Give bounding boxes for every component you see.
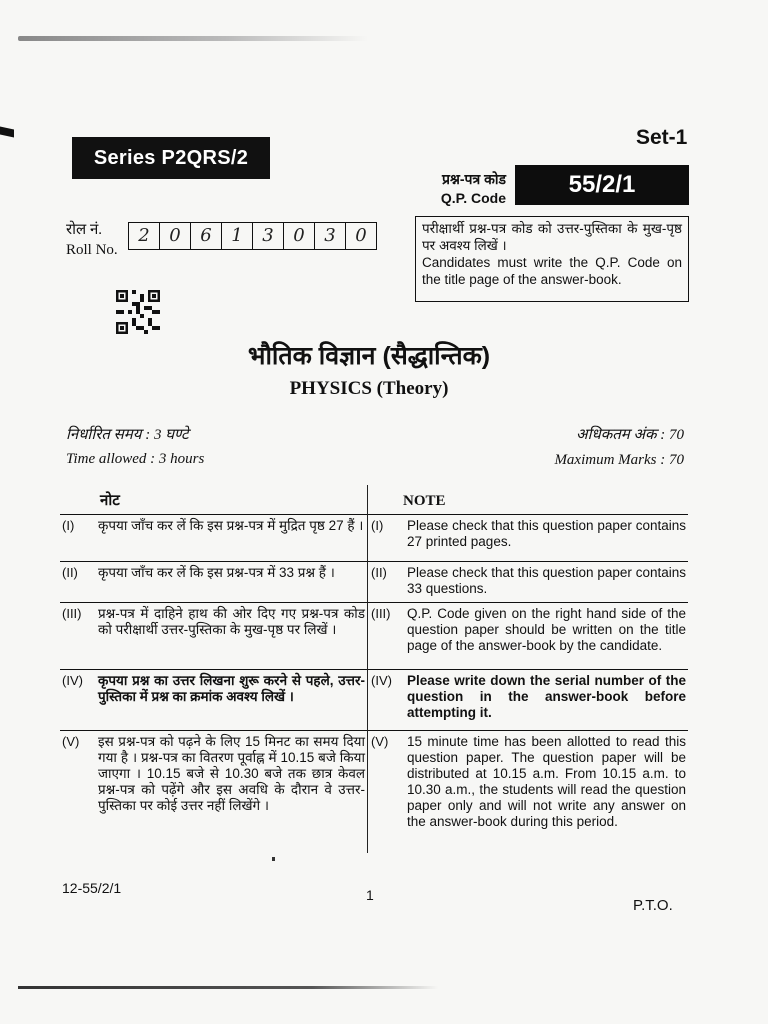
qp-code-label bbox=[422, 170, 506, 208]
roll-digit: 3 bbox=[253, 223, 284, 249]
note-number: (II) bbox=[62, 565, 78, 580]
note-text-hi: प्रश्न-पत्र में दाहिने हाथ की ओर दिए गए प्रश्न-पत्र कोड को परीक्षार्थी उत्तर-पुस्तिका के मुख-पृष्ठ पर लिखें । bbox=[98, 606, 365, 637]
roll-label-hi: रोल नं. bbox=[66, 222, 103, 238]
scan-edge-top bbox=[18, 36, 368, 41]
note-number: (IV) bbox=[371, 673, 392, 688]
time-allowed-hi: निर्धारित समय : 3 घण्टे bbox=[66, 427, 189, 443]
time-allowed: Time allowed : 3 hours bbox=[66, 451, 205, 467]
roll-label-en: Roll No. bbox=[66, 242, 118, 258]
note-text-en: Q.P. Code given on the right hand side of the question paper should be written on the title page of the answer-book by the candidate. bbox=[407, 606, 686, 653]
page-title-hindi: भौतिक विज्ञान (सैद्धान्तिक) bbox=[247, 342, 491, 370]
note-row bbox=[60, 562, 688, 603]
roll-label bbox=[66, 220, 118, 260]
note-number: (V) bbox=[371, 734, 389, 749]
note-number: (V) bbox=[62, 734, 80, 749]
note-text-en: 15 minute time has been allotted to read this question paper. The question paper will be distributed at 10.15 a.m. From 10.15 a.m. to 10.30 a.m., the students will read the question paper only and will not write any answer on the answer-book during this period. bbox=[407, 734, 686, 829]
qp-code-label-en: Q.P. Code bbox=[440, 190, 506, 206]
notes-header bbox=[60, 488, 688, 514]
note-text-en: Please check that this question paper contains 33 questions. bbox=[407, 565, 686, 596]
notes-table bbox=[60, 488, 688, 853]
note-text-hi: कृपया जाँच कर लें कि इस प्रश्न-पत्र में 33 प्रश्न हैं । bbox=[98, 565, 335, 580]
series-label: Series P2QRS/2 bbox=[72, 137, 270, 179]
ink-dot bbox=[272, 857, 275, 861]
note-text-en: Please write down the serial number of the question in the answer-book before attempting it. bbox=[407, 673, 686, 720]
qp-notice-hi: परीक्षार्थी प्रश्न-पत्र कोड को उत्तर-पुस्तिका के मुख-पृष्ठ पर अवश्य लिखें । bbox=[422, 221, 682, 253]
scan-edge-bottom bbox=[18, 986, 438, 989]
roll-digit: 0 bbox=[355, 225, 367, 246]
note-row bbox=[60, 515, 688, 562]
notes-header-en: NOTE bbox=[403, 493, 446, 509]
notes-header-hi: नोट bbox=[100, 492, 120, 509]
qr-code-icon bbox=[116, 290, 160, 334]
roll-digit: 0 bbox=[284, 223, 315, 249]
qp-code: 55/2/1 bbox=[515, 165, 689, 205]
note-number: (I) bbox=[371, 518, 384, 533]
roll-digit: 6 bbox=[191, 223, 222, 249]
note-row bbox=[60, 603, 688, 670]
note-number: (I) bbox=[62, 518, 75, 533]
column-divider bbox=[367, 485, 368, 853]
note-text-hi: इस प्रश्न-पत्र को पढ़ने के लिए 15 मिनट का समय दिया गया है । प्रश्न-पत्र का वितरण पूर्वाह्न में 10.15 बजे किया जाएगा । 10.15 बजे से 10.30 बजे तक छात्र केवल प्रश्न-पत्र को पढ़ेंगे और इस अवधि के दौरान वे उत्तर-पुस्तिका पर कोई उत्तर नहीं लिखेंगे । bbox=[98, 734, 365, 813]
max-marks-hi: अधिकतम अंक : 70 bbox=[576, 427, 684, 443]
qp-code-label-hi: प्रश्न-पत्र कोड bbox=[442, 171, 506, 187]
pto-label: P.T.O. bbox=[633, 897, 673, 914]
note-number: (III) bbox=[62, 606, 82, 621]
note-row bbox=[60, 731, 688, 853]
max-marks: Maximum Marks : 70 bbox=[554, 452, 684, 468]
roll-number-boxes bbox=[128, 222, 377, 250]
roll-digit: 0 bbox=[160, 223, 191, 249]
qp-notice-en: Candidates must write the Q.P. Code on the title page of the answer-book. bbox=[422, 255, 682, 287]
notes-body bbox=[60, 514, 688, 853]
roll-digit: 3 bbox=[315, 223, 346, 249]
note-number: (IV) bbox=[62, 673, 83, 688]
qp-notice-box bbox=[415, 216, 689, 302]
note-text-en: Please check that this question paper contains 27 printed pages. bbox=[407, 518, 686, 549]
note-row bbox=[60, 670, 688, 731]
scan-edge-mark bbox=[0, 127, 14, 138]
footer-paper-code: 12-55/2/1 bbox=[62, 880, 122, 896]
page-title: PHYSICS (Theory) bbox=[289, 378, 449, 399]
roll-digit: 1 bbox=[222, 223, 253, 249]
note-number: (III) bbox=[371, 606, 391, 621]
note-text-hi: कृपया जाँच कर लें कि इस प्रश्न-पत्र में मुद्रित पृष्ठ 27 हैं । bbox=[98, 518, 364, 533]
page-number: 1 bbox=[366, 887, 374, 903]
note-text-hi: कृपया प्रश्न का उत्तर लिखना शुरू करने से पहले, उत्तर-पुस्तिका में प्रश्न का क्रमांक अवश्य लिखें । bbox=[98, 673, 365, 704]
set-number: Set-1 bbox=[636, 126, 688, 149]
roll-digit: 2 bbox=[129, 223, 160, 249]
note-number: (II) bbox=[371, 565, 387, 580]
